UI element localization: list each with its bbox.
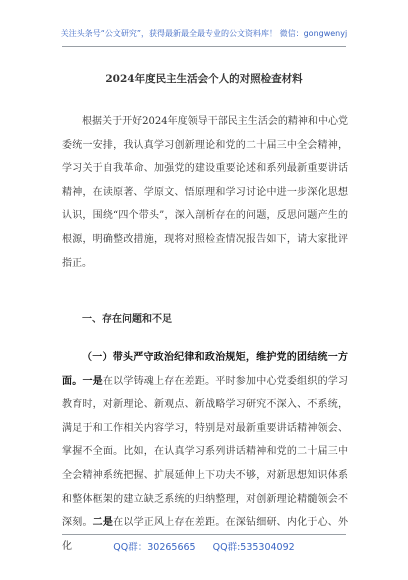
qq-group-two: QQ群:535304092 <box>212 542 295 553</box>
paragraph-two: 在以学正风上存在差距。在深钻细研、内化于心、外化 <box>62 517 349 552</box>
section-heading: 一、存在问题和不足 <box>82 314 172 325</box>
header-divider <box>62 46 346 47</box>
lead-one: 一是 <box>82 375 103 387</box>
paragraph-one: 在以学铸魂上存在差距。平时参加中心党委组织的学习教育时，对新理论、新观点、新战略学习研究不深入、不系统，满足于和工作相关内容学习，特别是对最新重要讲话精神领会、掌握不全面。比如，在认真学习系列讲话精神和党的二十届三中全会精神系统把握、扩展延伸上下功夫不够，对新思想知识体系和整体框架的建立缺乏系统的归纳整理，对创新理论精髓领会不深刻。 <box>62 375 349 529</box>
document-title: 2024年度民主生活会个人的对照检查材料 <box>105 73 303 85</box>
subsection-heading: （一）带头严守政治纪律和政治规矩，维护党的团结统一方面。 <box>62 352 348 387</box>
footer-divider <box>62 534 346 535</box>
problem-paragraph <box>62 346 348 558</box>
qq-group-one: QQ群：30265665 <box>113 542 196 553</box>
intro-paragraph: 根据关于开好2024年度领导干部民主生活会的精神和中心党委统一安排，我认真学习创新理论和党的二十届三中全会精神，学习关于自我革命、加强党的建设重要论述和系列最新重要讲话精神，在读原著、学原文、悟原理和学习讨论中进一步深化思想认识，围绕“四个带头”，深入剖析存在的问题，反思问题产生的根源，明确整改措施，现将对照检查情况报告如下，请大家批评指正。 <box>62 116 348 269</box>
header-note: 关注头条号“公文研究”，获得最新最全最专业的公文资料库！ 微信：gongwenyj <box>60 29 348 38</box>
lead-two: 二是 <box>92 517 114 529</box>
footer-contact <box>0 539 408 553</box>
